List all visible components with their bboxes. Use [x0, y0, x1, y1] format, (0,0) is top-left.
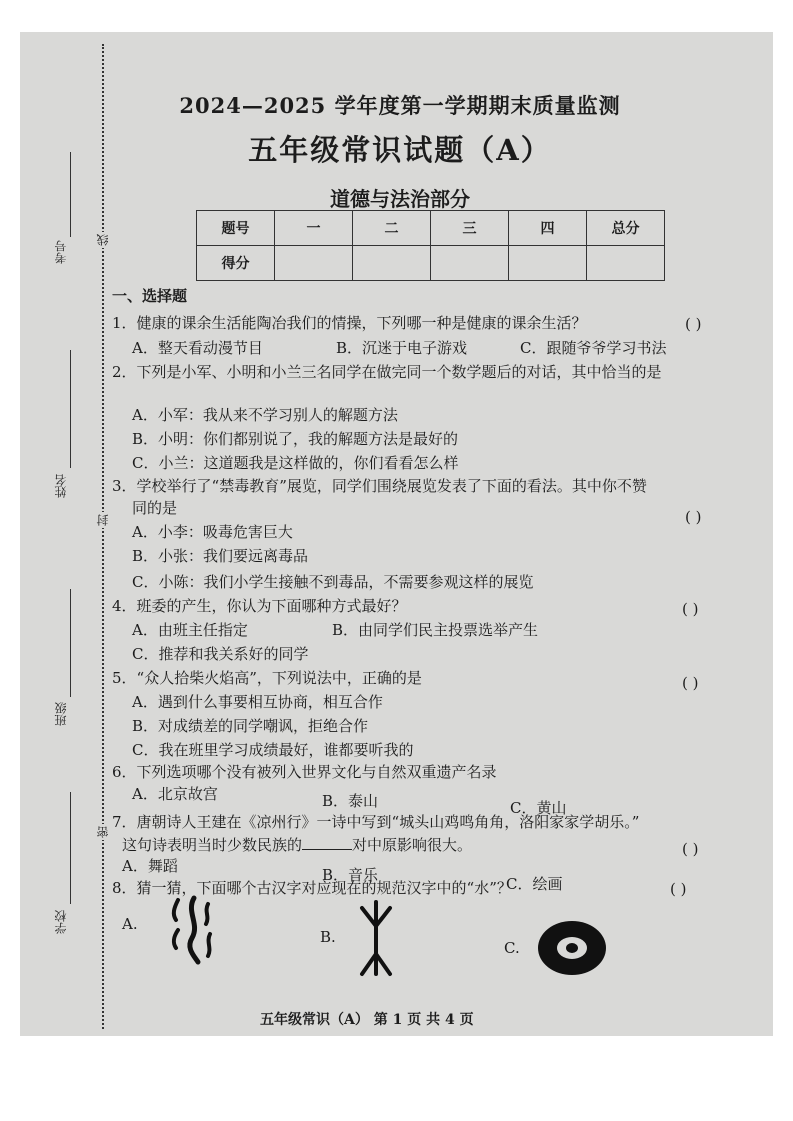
question-4: 4．班委的产生，你认为下面哪种方式最好？	[112, 597, 407, 615]
score-cell[interactable]	[587, 246, 665, 281]
option: A．整天看动漫节目	[132, 339, 263, 357]
score-header-cell: 题号	[197, 211, 275, 246]
score-cell[interactable]	[431, 246, 509, 281]
option: A．遇到什么事要相互协商，相互合作	[132, 693, 383, 711]
score-cell[interactable]	[509, 246, 587, 281]
option: A．舞蹈	[122, 857, 178, 875]
option: C．跟随爷爷学习书法	[520, 339, 667, 357]
question-7-cont	[122, 834, 472, 855]
answer-paren-1[interactable]: ( )	[685, 315, 702, 333]
ancient-wood-glyph-icon	[356, 898, 396, 978]
section-title: 道德与法治部分	[330, 187, 470, 211]
score-header-cell: 三	[431, 211, 509, 246]
question-7-text-b: 对中原影响很大。	[352, 836, 473, 854]
question-7: 7．唐朝诗人王建在《凉州行》一诗中写到“城头山鸡鸣角角，洛阳家家学胡乐。”	[112, 813, 640, 831]
ancient-water-glyph-icon	[168, 894, 218, 966]
score-header-cell: 一	[275, 211, 353, 246]
option: C．绘画	[506, 875, 563, 893]
exam-subtitle: 五年级常识试题（A）	[248, 133, 552, 167]
name-label: 姓名	[54, 474, 68, 498]
score-header-cell: 二	[353, 211, 431, 246]
seal-char-3: 密	[96, 826, 110, 838]
answer-paren-5[interactable]: ( )	[682, 674, 699, 692]
seal-char-2: 封	[96, 514, 110, 526]
option: B．泰山	[322, 792, 379, 810]
page-footer: 五年级常识（A） 第 1 页 共 4 页	[260, 1012, 474, 1028]
class-blank[interactable]	[70, 589, 71, 697]
question-7-text-a: 这句诗表明当时少数民族的	[122, 836, 303, 854]
score-cell[interactable]	[353, 246, 431, 281]
option: C．小陈：我们小学生接触不到毒品，不需要参观这样的展览	[132, 573, 534, 591]
option: A．北京故宫	[132, 785, 218, 803]
option-b-label: B.	[320, 928, 336, 946]
seal-char-1: 线	[96, 234, 110, 246]
score-header-cell: 总分	[587, 211, 665, 246]
exam-title: 2024—2025 学年度第一学期期末质量监测	[179, 93, 621, 118]
option: B．音乐	[322, 866, 379, 884]
question-1: 1．健康的课余生活能陶冶我们的情操，下列哪一种是健康的课余生活？	[112, 314, 587, 332]
score-cell[interactable]	[275, 246, 353, 281]
score-header-cell: 四	[509, 211, 587, 246]
option: A．小李：吸毒危害巨大	[132, 523, 293, 541]
option: C．小兰：这道题我是这样做的，你们看看怎么样	[132, 454, 459, 472]
answer-paren-4[interactable]: ( )	[682, 600, 699, 618]
option: C．推荐和我关系好的同学	[132, 645, 309, 663]
question-5: 5．“众人拾柴火焰高”，下列说法中，正确的是	[112, 669, 422, 687]
option: B．小张：我们要远离毒品	[132, 547, 309, 565]
option: B．小明：你们都别说了，我的解题方法是最好的	[132, 430, 459, 448]
question-3: 3．学校举行了“禁毒教育”展览，同学们围绕展览发表了下面的看法。其中你不赞	[112, 477, 647, 495]
fill-in-blank[interactable]	[302, 834, 352, 850]
option-a-label: A.	[122, 915, 138, 933]
option: C．黄山	[510, 799, 567, 817]
answer-paren-8[interactable]: ( )	[670, 880, 687, 898]
score-table	[196, 210, 665, 281]
section-heading: 一、选择题	[112, 287, 188, 305]
option: B．沉迷于电子游戏	[336, 339, 468, 357]
answer-paren-7[interactable]: ( )	[682, 840, 699, 858]
option: C．我在班里学习成绩最好，谁都要听我的	[132, 741, 414, 759]
exam-paper	[20, 32, 773, 1036]
option: B．对成绩差的同学嘲讽，拒绝合作	[132, 717, 369, 735]
exam-number-blank[interactable]	[70, 152, 71, 237]
score-row-label: 得分	[197, 246, 275, 281]
question-3-cont: 同的是	[132, 499, 178, 517]
ancient-sun-glyph-icon	[536, 918, 608, 978]
option: A．小军：我从来不学习别人的解题方法	[132, 406, 398, 424]
exam-number-label: 考号	[54, 240, 68, 264]
answer-paren-3[interactable]: ( )	[685, 508, 702, 526]
option-c-label: C.	[504, 939, 520, 957]
question-6: 6．下列选项哪个没有被列入世界文化与自然双重遗产名录	[112, 763, 497, 781]
school-blank[interactable]	[70, 792, 71, 904]
question-8: 8．猜一猜，下面哪个古汉字对应现在的规范汉字中的“水”？	[112, 879, 512, 897]
option: A．由班主任指定	[132, 621, 248, 639]
question-2: 2．下列是小军、小明和小兰三名同学在做完同一个数学题后的对话，其中恰当的是	[112, 363, 662, 381]
name-blank[interactable]	[70, 350, 71, 468]
class-label: 班级	[54, 702, 68, 726]
school-label: 学校	[54, 910, 68, 934]
option: B．由同学们民主投票选举产生	[332, 621, 539, 639]
